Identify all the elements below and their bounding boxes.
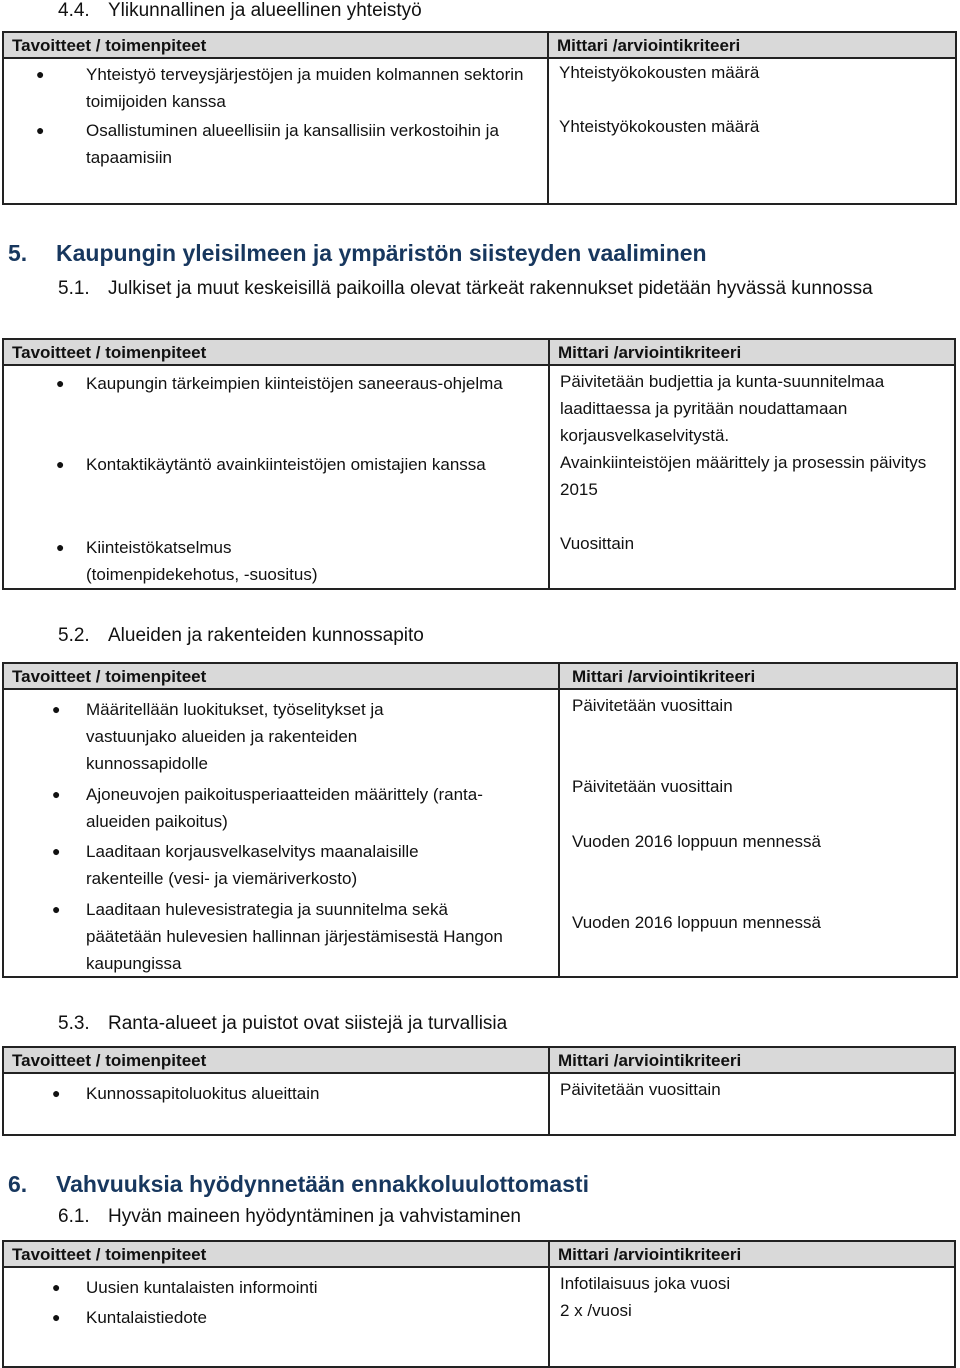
- goal-text: Kaupungin tärkeimpien kiinteistöjen saneeraus-ohjelma: [86, 374, 503, 393]
- table-header-row: [3, 1241, 955, 1267]
- section-5-3-heading: [58, 1013, 507, 1035]
- section-title: Ylikunnallinen ja alueellinen yhteistyö: [108, 0, 422, 21]
- section-number: 6.: [8, 1171, 28, 1197]
- column-header-goals: Tavoitteet / toimenpiteet: [3, 32, 548, 58]
- metric-text: Vuosittain: [560, 534, 635, 553]
- table-row: [3, 58, 956, 204]
- bullet-icon: ●: [56, 539, 65, 555]
- table-header-row: [3, 663, 957, 689]
- metric-text: Päivitetään vuosittain: [560, 1080, 721, 1099]
- bullet-icon: ●: [52, 1085, 61, 1101]
- table-header-row: [3, 32, 956, 58]
- goal-text: Kuntalaistiedote: [86, 1308, 207, 1327]
- table-row: [3, 365, 955, 589]
- goals-cell: [3, 365, 549, 589]
- metric-text: Infotilaisuus joka vuosi: [560, 1274, 731, 1293]
- bullet-icon: ●: [52, 843, 61, 859]
- section-title: Alueiden ja rakenteiden kunnossapito: [108, 625, 424, 646]
- metric-text: Vuoden 2016 loppuun mennessä: [572, 832, 821, 851]
- goal-text: Määritellään luokitukset, työselitykset ja vastuunjako alueiden ja rakenteiden kunnossapidolle: [86, 700, 384, 773]
- goal-text: Laaditaan korjausvelkaselvitys maanalaisille rakenteille (vesi- ja viemäriverkosto): [86, 842, 419, 888]
- metric-text: Avainkiinteistöjen määrittely ja prosessin päivitys 2015: [560, 453, 927, 499]
- section-4-4-table: [2, 31, 957, 205]
- section-4-4-heading: [58, 0, 422, 22]
- column-header-metrics: Mittari /arviointikriteeri: [549, 339, 955, 365]
- section-6-1-table: [2, 1240, 956, 1368]
- section-title: Hyvän maineen hyödyntäminen ja vahvistaminen: [108, 1206, 521, 1227]
- section-5-1-table: [2, 338, 956, 590]
- column-header-goals: Tavoitteet / toimenpiteet: [3, 1241, 549, 1267]
- column-header-goals: Tavoitteet / toimenpiteet: [3, 663, 559, 689]
- metrics-cell: [559, 689, 957, 977]
- table-row: [3, 1073, 955, 1135]
- metric-text: Yhteistyökokousten määrä: [559, 117, 760, 136]
- goals-cell: [3, 58, 548, 204]
- table-header-row: [3, 339, 955, 365]
- goals-cell: [3, 1073, 549, 1135]
- goal-text: Uusien kuntalaisten informointi: [86, 1278, 318, 1297]
- column-header-metrics: Mittari /arviointikriteeri: [548, 32, 956, 58]
- table-row: [3, 1267, 955, 1367]
- column-header-metrics: Mittari /arviointikriteeri: [549, 1047, 955, 1073]
- section-6-1-heading: [58, 1206, 521, 1228]
- section-title: Ranta-alueet ja puistot ovat siistejä ja turvallisia: [108, 1013, 508, 1034]
- bullet-icon: ●: [56, 456, 65, 472]
- metric-text: Päivitetään vuosittain: [572, 777, 733, 796]
- column-header-metrics: Mittari /arviointikriteeri: [549, 1241, 955, 1267]
- section-5-2-table: [2, 662, 958, 978]
- goal-text: Yhteistyö terveysjärjestöjen ja muiden kolmannen sektorin toimijoiden kanssa: [86, 65, 524, 111]
- metrics-cell: [548, 58, 956, 204]
- bullet-icon: ●: [52, 786, 61, 802]
- bullet-icon: ●: [36, 66, 45, 82]
- section-number: 5.1.: [58, 278, 90, 299]
- section-number: 5.2.: [58, 625, 90, 646]
- section-5-heading: [8, 240, 707, 267]
- column-header-goals: Tavoitteet / toimenpiteet: [3, 339, 549, 365]
- section-5-3-table: [2, 1046, 956, 1136]
- section-number: 5.: [8, 240, 28, 266]
- section-number: 6.1.: [58, 1206, 90, 1227]
- metric-text: Vuoden 2016 loppuun mennessä: [572, 913, 821, 932]
- section-5-1-heading: [58, 275, 938, 303]
- section-6-heading: [8, 1171, 589, 1198]
- section-5-2-heading: [58, 625, 424, 647]
- table-header-row: [3, 1047, 955, 1073]
- goal-text: Kiinteistökatselmus (toimenpidekehotus, -suositus): [86, 538, 318, 584]
- metrics-cell: [549, 1073, 955, 1135]
- goals-cell: [3, 689, 559, 977]
- goal-text: Laaditaan hulevesistrategia ja suunnitelma sekä päätetään hulevesien hallinnan järjestämisestä Hangon kaupungissa: [86, 900, 503, 973]
- section-title: Kaupungin yleisilmeen ja ympäristön siisteyden vaaliminen: [56, 240, 707, 266]
- bullet-icon: ●: [56, 375, 65, 391]
- column-header-goals: Tavoitteet / toimenpiteet: [3, 1047, 549, 1073]
- goal-text: Osallistuminen alueellisiin ja kansallisiin verkostoihin ja tapaamisiin: [86, 121, 499, 167]
- bullet-icon: ●: [36, 122, 45, 138]
- metric-text: Päivitetään vuosittain: [572, 696, 733, 715]
- section-number: 4.4.: [58, 0, 90, 21]
- metrics-cell: [549, 365, 955, 589]
- bullet-icon: ●: [52, 1279, 61, 1295]
- goal-text: Kunnossapitoluokitus alueittain: [86, 1084, 320, 1103]
- section-title: Vahvuuksia hyödynnetään ennakkoluulottomasti: [56, 1171, 589, 1197]
- goal-text: Kontaktikäytäntö avainkiinteistöjen omistajien kanssa: [86, 455, 486, 474]
- metric-text: Yhteistyökokousten määrä: [559, 63, 760, 82]
- bullet-icon: ●: [52, 701, 61, 717]
- goals-cell: [3, 1267, 549, 1367]
- bullet-icon: ●: [52, 1309, 61, 1325]
- bullet-icon: ●: [52, 901, 61, 917]
- column-header-metrics: Mittari /arviointikriteeri: [559, 663, 957, 689]
- section-number: 5.3.: [58, 1013, 90, 1034]
- table-row: [3, 689, 957, 977]
- metric-text: 2 x /vuosi: [560, 1301, 632, 1320]
- goal-text: Ajoneuvojen paikoitusperiaatteiden määrittely (ranta-alueiden paikoitus): [86, 785, 483, 831]
- section-title: Julkiset ja muut keskeisillä paikoilla olevat tärkeät rakennukset pidetään hyvässä kunnossa: [108, 278, 873, 299]
- metrics-cell: [549, 1267, 955, 1367]
- metric-text: Päivitetään budjettia ja kunta-suunnitelmaa laadittaessa ja pyritään noudattamaan korjausvelkaselvitystä.: [560, 372, 885, 445]
